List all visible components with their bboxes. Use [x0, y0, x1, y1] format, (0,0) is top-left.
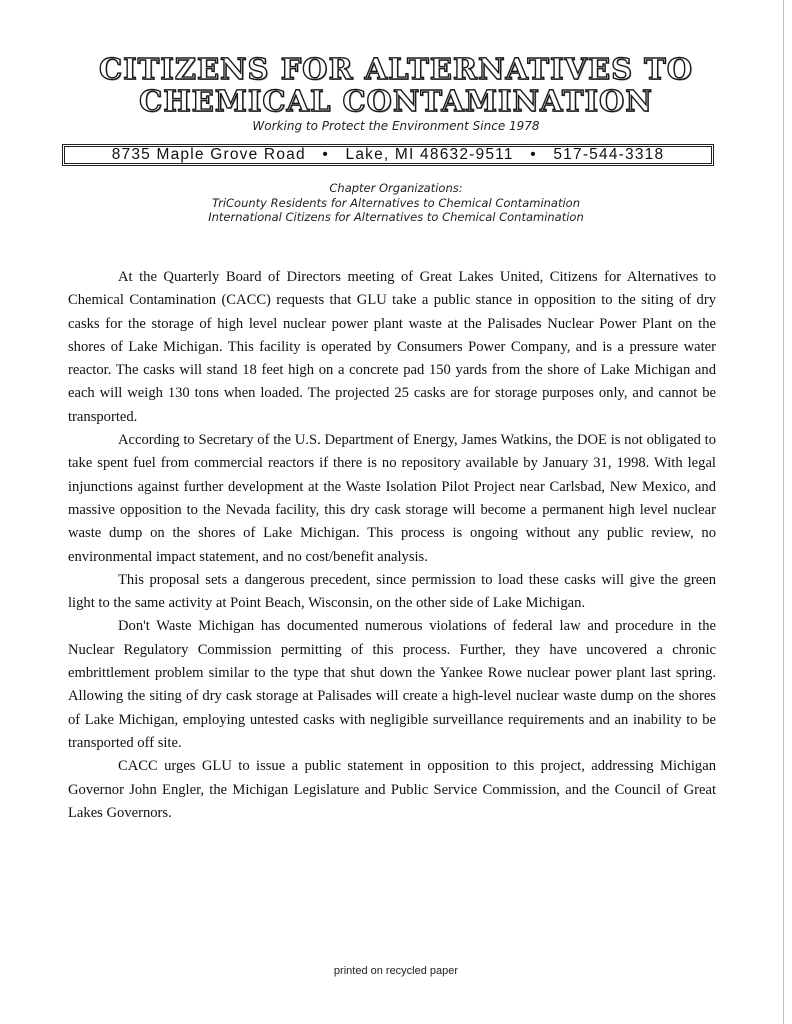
body-paragraph: This proposal sets a dangerous precedent, since permission to load these casks will give the green light to the same activity at Point Beach, Wisconsin, on the other side of Lake Michigan.: [68, 571, 716, 612]
address-bar: [62, 144, 714, 166]
body-paragraph: CACC urges GLU to issue a public statement in opposition to this project, addressing Michigan Governor John Engler, the Michigan Legislature and Public Service Commission, and the Council of Great Lakes Governors.: [68, 758, 716, 821]
chapter-heading: Chapter Organizations:: [329, 181, 463, 195]
footer-note: printed on recycled paper: [333, 965, 459, 977]
body-paragraph: Don't Waste Michigan has documented numerous violations of federal law and procedure in the Nuclear Regulatory Commission permitting of this process. Further, they have uncovered a chronic embrittlement problem similar to the type that shut down the Yankee Rowe nuclear power plant last spring. Allowing the siting of dry cask storage at Palisades will create a high-level nuclear waste dump on the shores of Lake Michigan, employing untested casks with negligible surveillance requirements and an inability to be transported off site.: [68, 618, 716, 751]
address-phone: 517-544-3318: [553, 146, 665, 163]
page-edge-line: [783, 0, 784, 1024]
address-gap-2: [514, 146, 531, 164]
address-separator-dot-2: •: [530, 146, 537, 163]
org-title-line1: CITIZENS FOR ALTERNATIVES TO: [98, 52, 694, 86]
body-paragraph: At the Quarterly Board of Directors meeting of Great Lakes United, Citizens for Alternatives to Chemical Contamination (CACC) requests that GLU take a public stance in opposition to the siting of dry casks for the storage of high level nuclear power plant waste at the Palisades Nuclear Power Plant on the shores of Lake Michigan. This facility is operated by Consumers Power Company, and is a pressure water reactor. The casks will stand 18 feet high on a concrete pad 150 yards from the shore of Lake Michigan and each will weigh 130 tons when loaded. The projected 25 casks are for storage purposes only, and cannot be transported.: [68, 269, 716, 425]
letter-body: [68, 266, 716, 825]
org-title-line2: CHEMICAL CONTAMINATION: [139, 84, 653, 118]
address-street: 8735 Maple Grove Road: [111, 146, 306, 163]
body-paragraph: According to Secretary of the U.S. Department of Energy, James Watkins, the DOE is not obligated to take spent fuel from commercial reactors if there is no repository available by January 31, 1998. With legal injunctions against further development at the Waste Isolation Pilot Project near Carlsbad, New Mexico, and massive opposition to the Nevada facility, this dry cask storage will become a permanent high level nuclear waste dump on the shores of Lake Michigan. This process is ongoing without any public review, no environmental impact statement, and no cost/benefit analysis.: [68, 432, 716, 565]
chapter-item: International Citizens for Alternatives to Chemical Contamination: [208, 210, 584, 224]
address-city: Lake, MI 48632-9511: [345, 146, 514, 163]
chapter-item: TriCounty Residents for Alternatives to Chemical Contamination: [211, 196, 581, 210]
address-gap-3: [537, 146, 554, 164]
tagline: Working to Protect the Environment Since 1978: [252, 119, 540, 133]
address-separator: [306, 146, 323, 164]
address-separator-dot: •: [322, 146, 329, 163]
address-gap: [329, 146, 346, 164]
